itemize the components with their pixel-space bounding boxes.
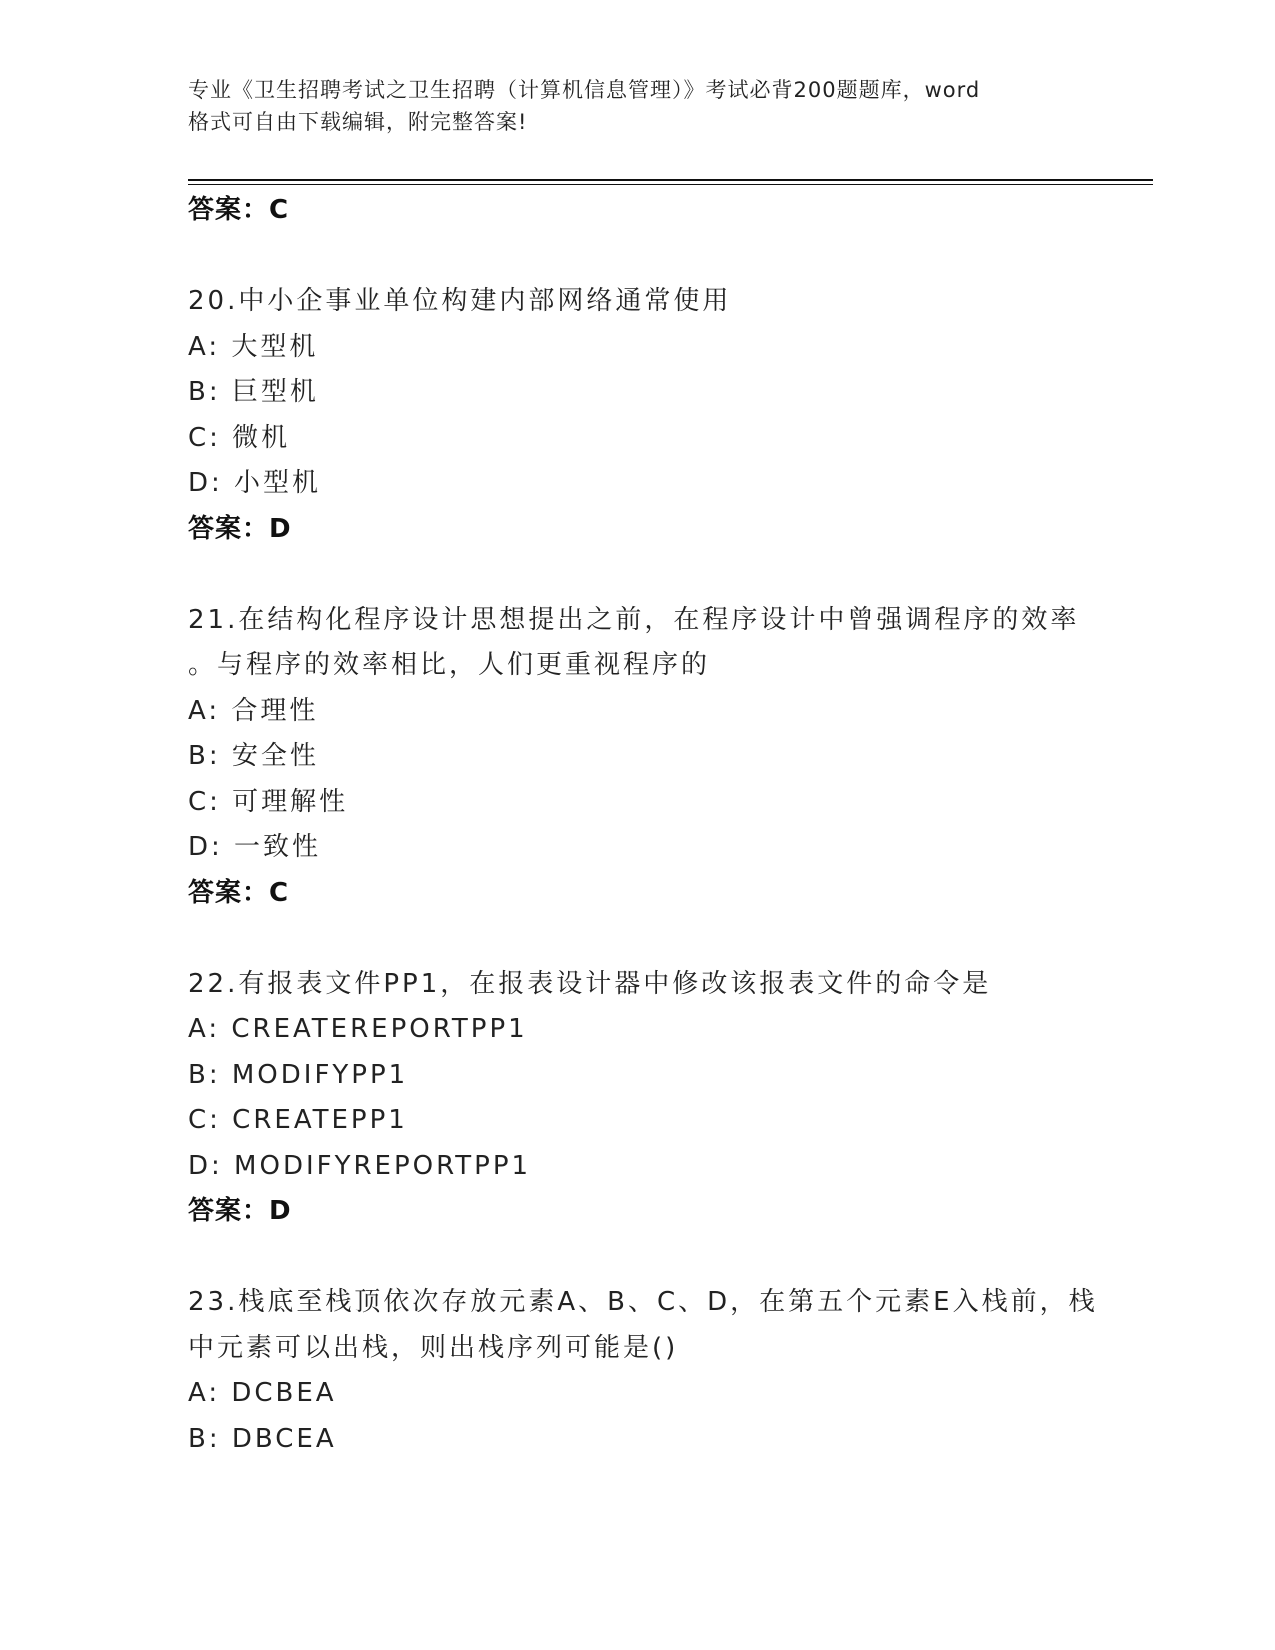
question-text: 21.在结构化程序设计思想提出之前，在程序设计中曾强调程序的效率: [188, 604, 1080, 635]
option-a: A: 合理性: [188, 695, 319, 726]
header-rule-thick: [188, 179, 1153, 181]
option-d: D: MODIFYREPORTPP1: [188, 1150, 532, 1181]
option-b: B: 巨型机: [188, 377, 319, 407]
header-line-1: 专业《卫生招聘考试之卫生招聘（计算机信息管理）》考试必背200题题库，word: [188, 78, 981, 102]
question-block: [188, 279, 1088, 552]
option-a: A: DCBEA: [188, 1378, 337, 1408]
option-c: C: CREATEPP1: [188, 1105, 408, 1135]
answer-line: 答案：C: [188, 195, 290, 225]
question-block: [188, 598, 1088, 917]
option-c: C: 微机: [188, 422, 291, 453]
header-rule-thin: [188, 184, 1153, 185]
option-a: A: 大型机: [188, 331, 319, 362]
question-text-continued: 中元素可以出栈，则出栈序列可能是(): [188, 1332, 679, 1363]
page-header: [188, 74, 1088, 138]
document-body: [188, 188, 1098, 1462]
answer-line: 答案：C: [188, 877, 290, 908]
option-d: D: 一致性: [188, 832, 322, 862]
option-b: B: DBCEA: [188, 1423, 337, 1454]
question-text: 20.中小企事业单位构建内部网络通常使用: [188, 286, 732, 316]
question-block: [188, 962, 1088, 1235]
answer-line: 答案：D: [188, 513, 292, 544]
question-block: [188, 1280, 1098, 1462]
option-d: D: 小型机: [188, 468, 322, 498]
option-b: B: MODIFYPP1: [188, 1059, 409, 1090]
header-line-2: 格式可自由下载编辑，附完整答案!: [188, 110, 528, 134]
question-text: 22.有报表文件PP1，在报表设计器中修改该报表文件的命令是: [188, 968, 992, 999]
option-b: B: 安全性: [188, 741, 319, 771]
option-a: A: CREATEREPORTPP1: [188, 1014, 528, 1044]
question-text: 23.栈底至栈顶依次存放元素A、B、C、D，在第五个元素E入栈前，栈: [188, 1287, 1098, 1317]
answer-line: 答案：D: [188, 1196, 292, 1226]
question-text-continued: 。与程序的效率相比，人们更重视程序的: [188, 650, 711, 680]
option-c: C: 可理解性: [188, 786, 349, 817]
